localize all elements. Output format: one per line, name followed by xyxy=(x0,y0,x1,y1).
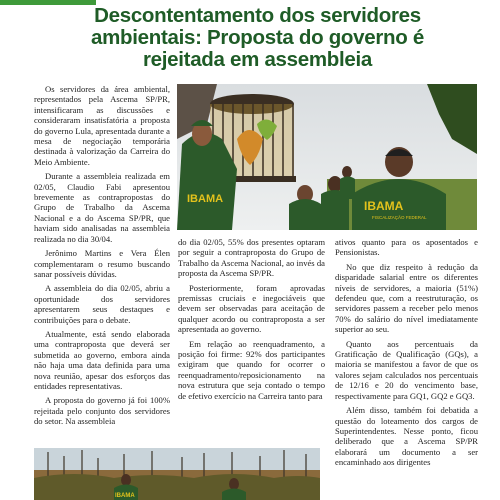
vest-label: IBAMA xyxy=(187,193,224,205)
scrub xyxy=(34,474,320,500)
paragraph: A proposta do governo já foi 100% rejeitada pelo conjunto dos servidores do setor. Na assembleia xyxy=(34,395,170,427)
paragraph: Atualmente, está sendo elaborada uma contraproposta que deverá ser submetida ao governo, embora ainda não haja uma data definida para uma nova reunião, apesar dos esforços das entidades representativas. xyxy=(34,328,170,391)
photo-illustration xyxy=(177,84,477,230)
vest-sublabel: FISCALIZAÇÃO FEDERAL xyxy=(372,215,427,220)
paragraph: Posteriormente, foram aprovadas premissas cruciais e inegociáveis que devem ser observadas para aceitação de qualquer acordo ou contraproposta a ser apresentada ao governo. xyxy=(178,282,325,335)
paragraph: do dia 02/05, 55% dos presentes optaram por seguir a contraproposta do Grupo de Trabalho da Ascema Nacional, ao invés da proposta da Ascema SP/PR. xyxy=(178,237,325,279)
paragraph: Quanto aos percentuais da Gratificação de Qualificação (GQs), a maioria se manifestou a favor de que os valores sejam calculados nos percentuais de 12/16 e 20 do vencimento base, respectivamente para GQ1, GQ2 e GQ3. xyxy=(335,338,478,401)
paragraph: Os servidores da área ambiental, representados pela Ascema SP/PR, intensificaram as discussões e consideraram insatisfatória a proposta do governo Lula, apresentada durante a mesa de negociação temporária destinada à valorização da Carreira do Meio Ambiente. xyxy=(34,84,170,167)
title-line: Descontentamento dos servidores xyxy=(94,4,421,27)
text-column-2 xyxy=(178,237,325,405)
text-column-3 xyxy=(335,237,478,472)
paragraph: Além disso, também foi debatida a questão do loteamento dos cargos de Superintendentes. Nesse ponto, ficou deliberado que a Ascema SP/PR elaborará um documento a ser encaminhado aos dirigentes xyxy=(335,405,478,468)
paragraph: Durante a assembleia realizada em 02/05, Claudio Fabi apresentou brevemente as contrapropostas do Grupo de Trabalho da Ascema Nacional e a do Ascema SP/PR, que haviam sido analisadas na assembleia realizada no dia 30/04. xyxy=(34,171,170,244)
title-line: rejeitada em assembleia xyxy=(143,48,372,71)
paragraph: ativos quanto para os aposentados e Pensionistas. xyxy=(335,237,478,258)
paragraph: A assembleia do dia 02/05, abriu a oportunidade dos servidores apresentarem seus destaques e contribuições para o debate. xyxy=(34,283,170,325)
photo-illustration xyxy=(34,448,320,500)
vest-label: IBAMA xyxy=(364,199,404,213)
paragraph: Em relação ao reenquadramento, a posição foi firme: 92% dos participantes exigiram que quando for ocorrer o reenquadramento/reposicionamento na nova estrutura que seja contado o tempo de efetivo exercício na Carreira tanto para xyxy=(178,338,325,401)
article-title xyxy=(20,5,495,71)
photo-agents-burned-field xyxy=(34,448,320,500)
paragraph: Jerônimo Martins e Vera Élen complementaram o resumo buscando sanar possíveis dúvidas. xyxy=(34,248,170,279)
vest-label: IBAMA xyxy=(115,493,135,499)
photo-agents-bird-cage xyxy=(177,84,477,230)
text-column-1 xyxy=(34,84,170,431)
paragraph: No que diz respeito à redução da disparidade salarial entre os diferentes níveis de servidores, a maioria (51%) defendeu que, com a reestruturação, os servidores passem a receber pelo menos 70% do salário do nível imediatamente superior ao seu. xyxy=(335,261,478,335)
title-line: ambientais: Proposta do governo é xyxy=(91,26,424,49)
